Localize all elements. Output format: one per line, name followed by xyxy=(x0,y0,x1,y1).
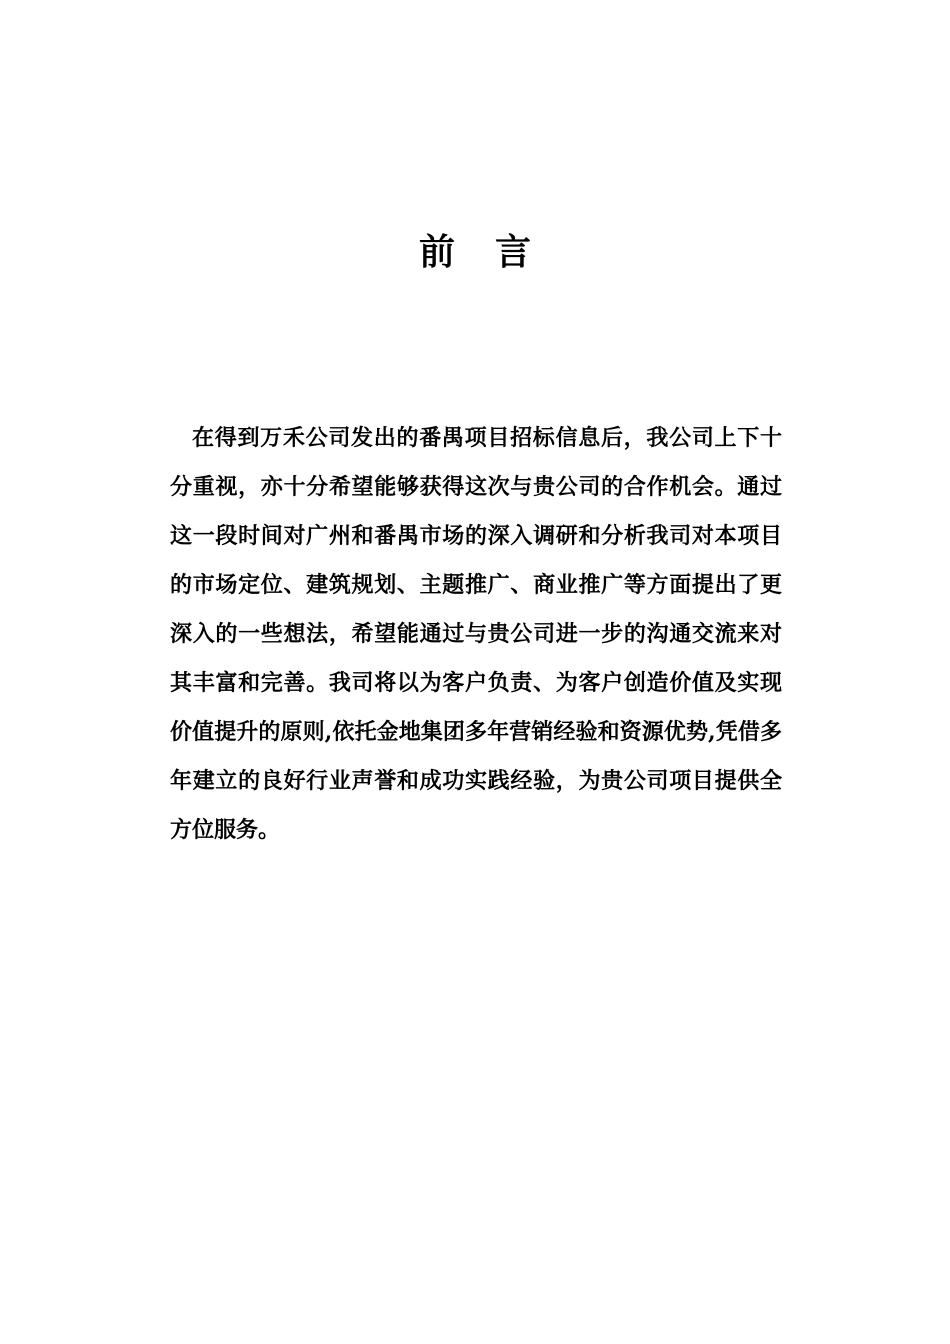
page-title: 前言 xyxy=(418,231,571,273)
body-paragraph: 在得到万禾公司发出的番禺项目招标信息后，我公司上下十分重视，亦十分希望能够获得这次与贵公司的合作机会。通过这一段时间对广州和番禺市场的深入调研和分析我司对本项目的市场定位、建筑规划、主题推广、商业推广等方面提出了更深入的一些想法，希望能通过与贵公司进一步的沟通交流来对其丰富和完善。我司将以为客户负责、为客户创造价值及实现价值提升的原则,依托金地集团多年营销经验和资源优势,凭借多年建立的良好行业声誉和成功实践经验，为贵公司项目提供全方位服务。 xyxy=(170,425,782,843)
